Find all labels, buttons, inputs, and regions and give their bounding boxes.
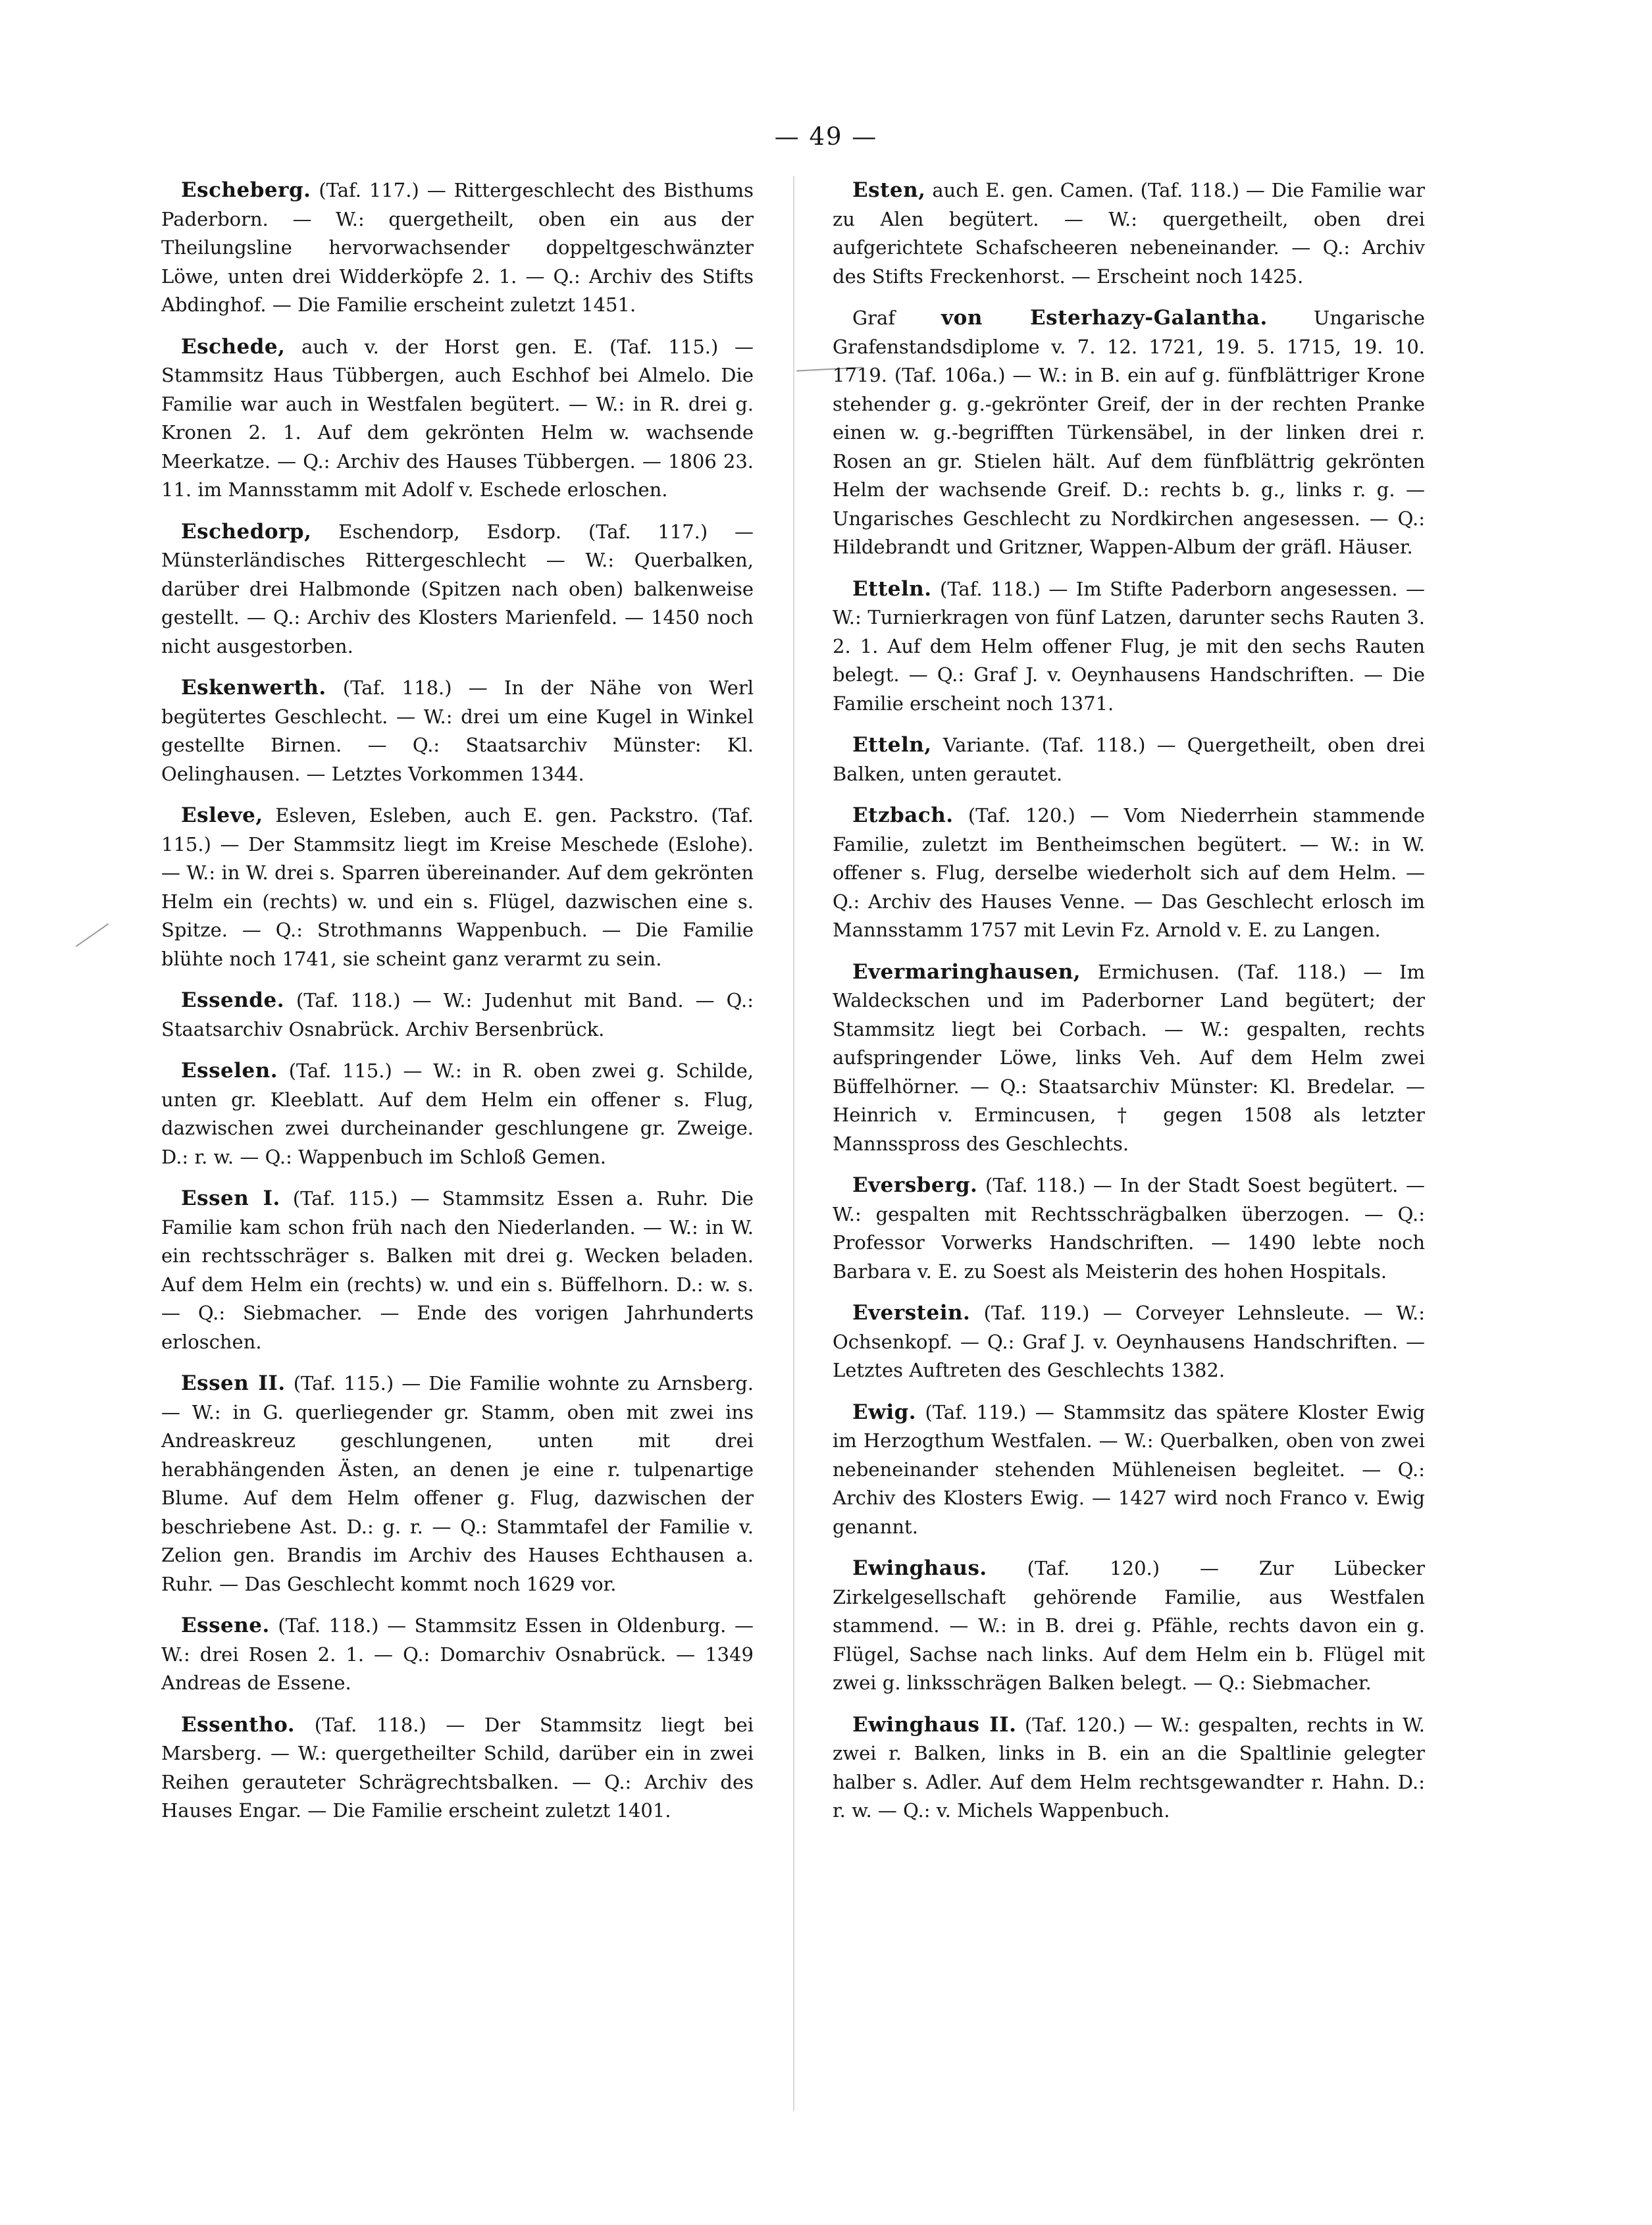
- entry-headword: Eschedorp,: [181, 519, 312, 544]
- entry-etteln-variante: [833, 731, 1425, 788]
- entry-body: (Taf. 118.) — Stammsitz Essen in Oldenburg. — W.: drei Rosen 2. 1. — Q.: Domarchiv Osnabrück. — 1349 Andreas de Essene.: [161, 1614, 754, 1694]
- entry-body: Variante. (Taf. 118.) — Quergetheilt, oben drei Balken, unten gerautet.: [833, 734, 1425, 785]
- entry-headword: Ewinghaus.: [852, 1556, 987, 1580]
- entry-esterhazy: [833, 304, 1425, 562]
- entry-eschedorp: [161, 518, 754, 661]
- entry-essen-2: [161, 1369, 754, 1598]
- entry-eversberg: [833, 1171, 1425, 1286]
- entry-headword: Essen I.: [181, 1187, 280, 1210]
- entry-headword: Etteln.: [852, 576, 932, 601]
- entry-body: auch v. der Horst gen. E. (Taf. 115.) — Stammsitz Haus Tübbergen, auch Eschhof bei Almelo. Die Familie war auch in Westfalen begütert. — W.: in R. drei g. Kronen 2. 1. Auf dem gekrönten Helm w. wachsende Meerkatze. — Q.: Archiv des Hauses Tübbergen. — 1806 23. 11. im Mannsstamm mit Adolf v. Eschede erloschen.: [161, 335, 754, 501]
- entry-headword: Ewig.: [852, 1400, 917, 1424]
- entry-headword: Etzbach.: [852, 804, 954, 827]
- entry-headword: Essentho.: [181, 1712, 296, 1737]
- entry-body: (Taf. 118.) — In der Stadt Soest begütert. — W.: gespalten mit Rechtsschrägbalken überzogen. — Q.: Professor Vorwerks Handschriften. — 1490 lebte noch Barbara v. E. zu Soest als Meisterin des hohen Hospitals.: [833, 1174, 1425, 1283]
- entry-everstein: [833, 1299, 1425, 1385]
- left-column: [161, 176, 754, 1839]
- entry-headword: Escheberg.: [181, 178, 311, 202]
- entry-body: (Taf. 117.) — Rittergeschlecht des Bisthums Paderborn. — W.: quergetheilt, oben ein aus der Theilungsline hervorwachsender doppeltgeschwänzter Löwe, unten drei Widderköpfe 2. 1. — Q.: Archiv des Stifts Abdinghof. — Die Familie erscheint zuletzt 1451.: [161, 179, 754, 316]
- entry-headword: Essen II.: [181, 1371, 286, 1395]
- entry-headword: Esselen.: [181, 1059, 278, 1083]
- entry-body: (Taf. 115.) — W.: in R. oben zwei g. Schilde, unten gr. Kleeblatt. Auf dem Helm ein offener s. Flug, dazwischen zwei durcheinander geschlungene gr. Zweige. D.: r. w. — Q.: Wappenbuch im Schloß Gemen.: [161, 1060, 754, 1168]
- entry-headword: Evermaringhausen,: [852, 959, 1081, 984]
- entry-body: Eschendorp, Esdorp. (Taf. 117.) — Münsterländisches Rittergeschlecht — W.: Querbalken, darüber drei Halbmonde (Spitzen nach oben) balkenweise gestellt. — Q.: Archiv des Klosters Marienfeld. — 1450 noch nicht ausgestorben.: [161, 520, 754, 657]
- entry-headword: Esten,: [852, 178, 926, 202]
- entry-eskenwerth: [161, 674, 754, 788]
- entry-headword: von Esterhazy-Galantha.: [941, 306, 1268, 330]
- column-gutter: [793, 176, 794, 2111]
- entry-esleve: [161, 802, 754, 973]
- entry-headword: Esleve,: [181, 804, 263, 827]
- entry-eschede: [161, 333, 754, 505]
- entry-essende: [161, 986, 754, 1044]
- entry-body: (Taf. 118.) — Der Stammsitz liegt bei Marsberg. — W.: quergetheilter Schild, darüber ein in zwei Reihen gerauteter Schrägrechtsbalken. — Q.: Archiv des Hauses Engar. — Die Familie erscheint zuletzt 1401.: [161, 1713, 754, 1822]
- entry-body: (Taf. 120.) — Vom Niederrhein stammende Familie, zuletzt im Bentheimschen begütert. — W.: in W. offener s. Flug, derselbe wiederholt sich auf dem Helm. — Q.: Archiv des Hauses Venne. — Das Geschlecht erlosch im Mannsstamm 1757 mit Levin Fz. Arnold v. E. zu Langen.: [833, 804, 1426, 941]
- entry-body: Ungarische Grafenstandsdiplome v. 7. 12. 1721, 19. 5. 1715, 19. 10. 1719. (Taf. 106a.) — W.: in B. ein auf g. fünfblättriger Krone stehender g. g.-gekrönter Greif, der in der rechten Pranke einen w. g.-begrifften Türkensäbel, in der linken drei r. Rosen an gr. Stielen hält. Auf dem fünfblättrig gekrönten Helm der wachsende Greif. D.: rechts b. g., links r. g. — Ungarisches Geschlecht zu Nordkirchen angesessen. — Q.: Hildebrandt und Gritzner, Wappen-Album der gräfl. Häuser.: [833, 307, 1425, 558]
- entry-body: (Taf. 115.) — Stammsitz Essen a. Ruhr. Die Familie kam schon früh nach den Niederlanden. — W.: in W. ein rechtsschräger s. Balken mit drei g. Wecken beladen. Auf dem Helm ein (rechts) w. und ein s. Büffelhorn. D.: w. s. — Q.: Siebmacher. — Ende des vorigen Jahrhunderts erloschen.: [161, 1187, 754, 1353]
- entry-title-prefix: Graf: [852, 307, 896, 329]
- entry-headword: Essende.: [181, 988, 284, 1012]
- entry-esten: [833, 176, 1425, 291]
- entry-esselen: [161, 1057, 754, 1171]
- entry-body: (Taf. 118.) — In der Nähe von Werl begütertes Geschlecht. — W.: drei um eine Kugel in Winkel gestellte Birnen. — Q.: Staatsarchiv Münster: Kl. Oelinghausen. — Letztes Vorkommen 1344.: [161, 677, 754, 785]
- entry-headword: Everstein.: [852, 1301, 971, 1325]
- entry-body: (Taf. 118.) — Im Stifte Paderborn angesessen. — W.: Turnierkragen von fünf Latzen, darunter sechs Rauten 3. 2. 1. Auf dem Helm offener Flug, je mit den sechs Rauten belegt. — Q.: Graf J. v. Oeynhausens Handschriften. — Die Familie erscheint noch 1371.: [833, 577, 1425, 715]
- entry-headword: Ewinghaus II.: [852, 1712, 1017, 1737]
- page-number: — 49 —: [774, 122, 878, 151]
- right-column: [833, 176, 1425, 1839]
- entry-essentho: [161, 1711, 754, 1826]
- entry-ewinghaus: [833, 1554, 1425, 1698]
- entry-body: (Taf. 115.) — Die Familie wohnte zu Arnsberg. — W.: in G. querliegender gr. Stamm, oben mit zwei ins Andreaskreuz geschlungenen, unten mit drei herabhängenden Ästen, an denen je eine r. tulpenartige Blume. Auf dem Helm offener g. Flug, dazwischen der beschriebene Ast. D.: g. r. — Q.: Stammtafel der Familie v. Zelion gen. Brandis im Archiv des Hauses Echthausen a. Ruhr. — Das Geschlecht kommt noch 1629 vor.: [161, 1372, 754, 1595]
- entry-headword: Eversberg.: [852, 1173, 978, 1197]
- entry-ewig: [833, 1398, 1425, 1542]
- entry-etzbach: [833, 802, 1425, 945]
- entry-evermaringhausen: [833, 958, 1425, 1159]
- entry-essen-1: [161, 1185, 754, 1356]
- entry-body: (Taf. 119.) — Corveyer Lehnsleute. — W.: Ochsenkopf. — Q.: Graf J. v. Oeynhausens Handschriften. — Letztes Auftreten des Geschlechts 1382.: [833, 1302, 1425, 1381]
- entry-ewinghaus-2: [833, 1711, 1425, 1826]
- entry-headword: Essene.: [181, 1614, 270, 1637]
- entry-body: (Taf. 119.) — Stammsitz das spätere Kloster Ewig im Herzogthum Westfalen. — W.: Querbalken, oben von zwei nebeneinander stehenden Mühleneisen begleitet. — Q.: Archiv des Klosters Ewig. — 1427 wird noch Franco v. Ewig genannt.: [833, 1400, 1426, 1538]
- entry-essene: [161, 1612, 754, 1698]
- entry-headword: Eskenwerth.: [181, 676, 326, 700]
- entry-body: Ermichusen. (Taf. 118.) — Im Waldeckschen und im Paderborner Land begütert; der Stammsitz liegt bei Corbach. — W.: gespalten, rechts aufspringender Löwe, links Veh. Auf dem Helm zwei Büffelhörner. — Q.: Staatsarchiv Münster: Kl. Bredelar. — Heinrich v. Ermincusen, † gegen 1508 als letzter Mannsspross des Geschlechts.: [833, 960, 1425, 1155]
- entry-etteln: [833, 575, 1425, 719]
- entry-body: (Taf. 118.) — W.: Judenhut mit Band. — Q.: Staatsarchiv Osnabrück. Archiv Bersenbrück.: [161, 989, 754, 1040]
- entry-headword: Eschede,: [181, 334, 286, 359]
- entry-body: (Taf. 120.) — W.: gespalten, rechts in W. zwei r. Balken, links in B. ein an die Spaltlinie gelegter halber s. Adler. Auf dem Helm rechtsgewandter r. Hahn. D.: r. w. — Q.: v. Michels Wappenbuch.: [833, 1713, 1426, 1822]
- entry-body: auch E. gen. Camen. (Taf. 118.) — Die Familie war zu Alen begütert. — W.: quergetheilt, oben drei aufgerichtete Schafscheeren nebeneinander. — Q.: Archiv des Stifts Freckenhorst. — Erscheint noch 1425.: [833, 179, 1426, 288]
- margin-pencil-stroke: [76, 923, 109, 947]
- entry-body: (Taf. 120.) — Zur Lübecker Zirkelgesellschaft gehörende Familie, aus Westfalen stammend. — W.: in B. drei g. Pfähle, rechts davon ein g. Flügel, Sachse nach links. Auf dem Helm ein b. Flügel mit zwei g. linksschrägen Balken belegt. — Q.: Siebmacher.: [833, 1557, 1426, 1694]
- entry-headword: Etteln,: [852, 733, 932, 757]
- entry-escheberg: [161, 176, 754, 320]
- entry-body: Esleven, Esleben, auch E. gen. Packstro. (Taf. 115.) — Der Stammsitz liegt im Kreise Meschede (Eslohe). — W.: in W. drei s. Sparren übereinander. Auf dem gekrönten Helm ein (rechts) w. und ein s. Flügel, dazwischen eine s. Spitze. — Q.: Strothmanns Wappenbuch. — Die Familie blühte noch 1741, sie scheint ganz verarmt zu sein.: [161, 804, 754, 970]
